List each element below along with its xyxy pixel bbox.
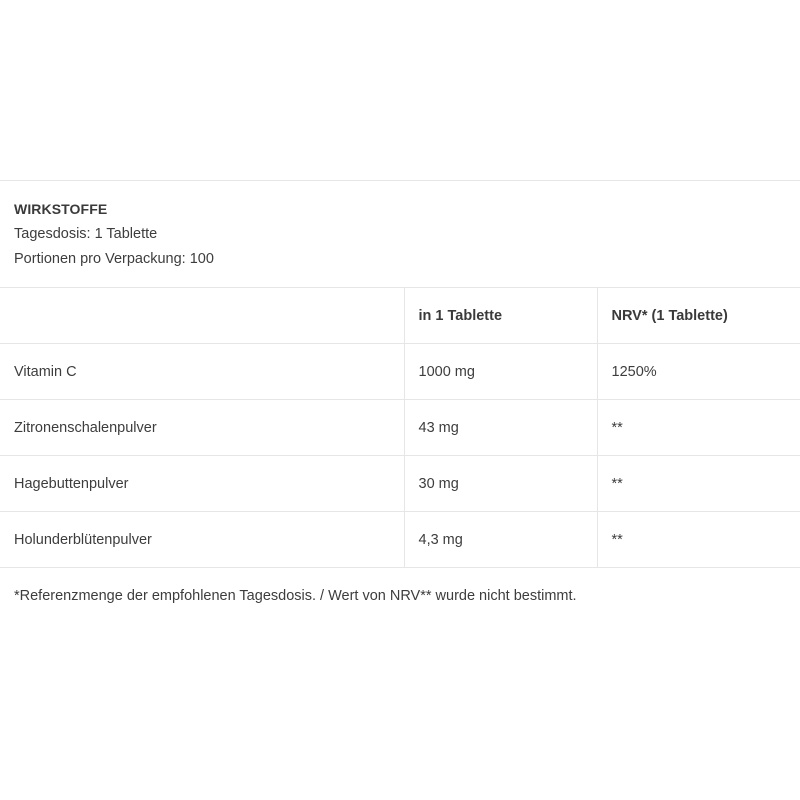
ingredient-name: Zitronenschalenpulver (0, 400, 404, 456)
daily-dose-text: Tagesdosis: 1 Tablette (14, 226, 158, 242)
nutrition-panel (0, 180, 800, 604)
table-row (0, 512, 800, 568)
servings-text: Portionen pro Verpackung: 100 (14, 251, 214, 267)
table-row (0, 344, 800, 400)
footnote-text: *Referenzmenge der empfohlenen Tagesdosis. / Wert von NRV** wurde nicht bestimmt. (14, 588, 577, 604)
ingredients-table (0, 287, 800, 568)
ingredient-nrv: 1250% (597, 344, 800, 400)
table-header-row (0, 288, 800, 344)
ingredient-amount: 1000 mg (404, 344, 597, 400)
ingredients-header (0, 181, 800, 287)
column-header-ingredient (0, 288, 404, 344)
ingredient-amount: 43 mg (404, 400, 597, 456)
ingredient-nrv: ** (597, 512, 800, 568)
column-header-nrv: NRV* (1 Tablette) (597, 288, 800, 344)
ingredient-nrv: ** (597, 400, 800, 456)
ingredient-nrv: ** (597, 456, 800, 512)
ingredient-amount: 30 mg (404, 456, 597, 512)
table-row (0, 400, 800, 456)
column-header-amount: in 1 Tablette (404, 288, 597, 344)
ingredients-title: WIRKSTOFFE (14, 201, 108, 217)
ingredient-name: Hagebuttenpulver (0, 456, 404, 512)
ingredient-name: Holunderblütenpulver (0, 512, 404, 568)
ingredient-amount: 4,3 mg (404, 512, 597, 568)
table-row (0, 456, 800, 512)
ingredient-name: Vitamin C (0, 344, 404, 400)
